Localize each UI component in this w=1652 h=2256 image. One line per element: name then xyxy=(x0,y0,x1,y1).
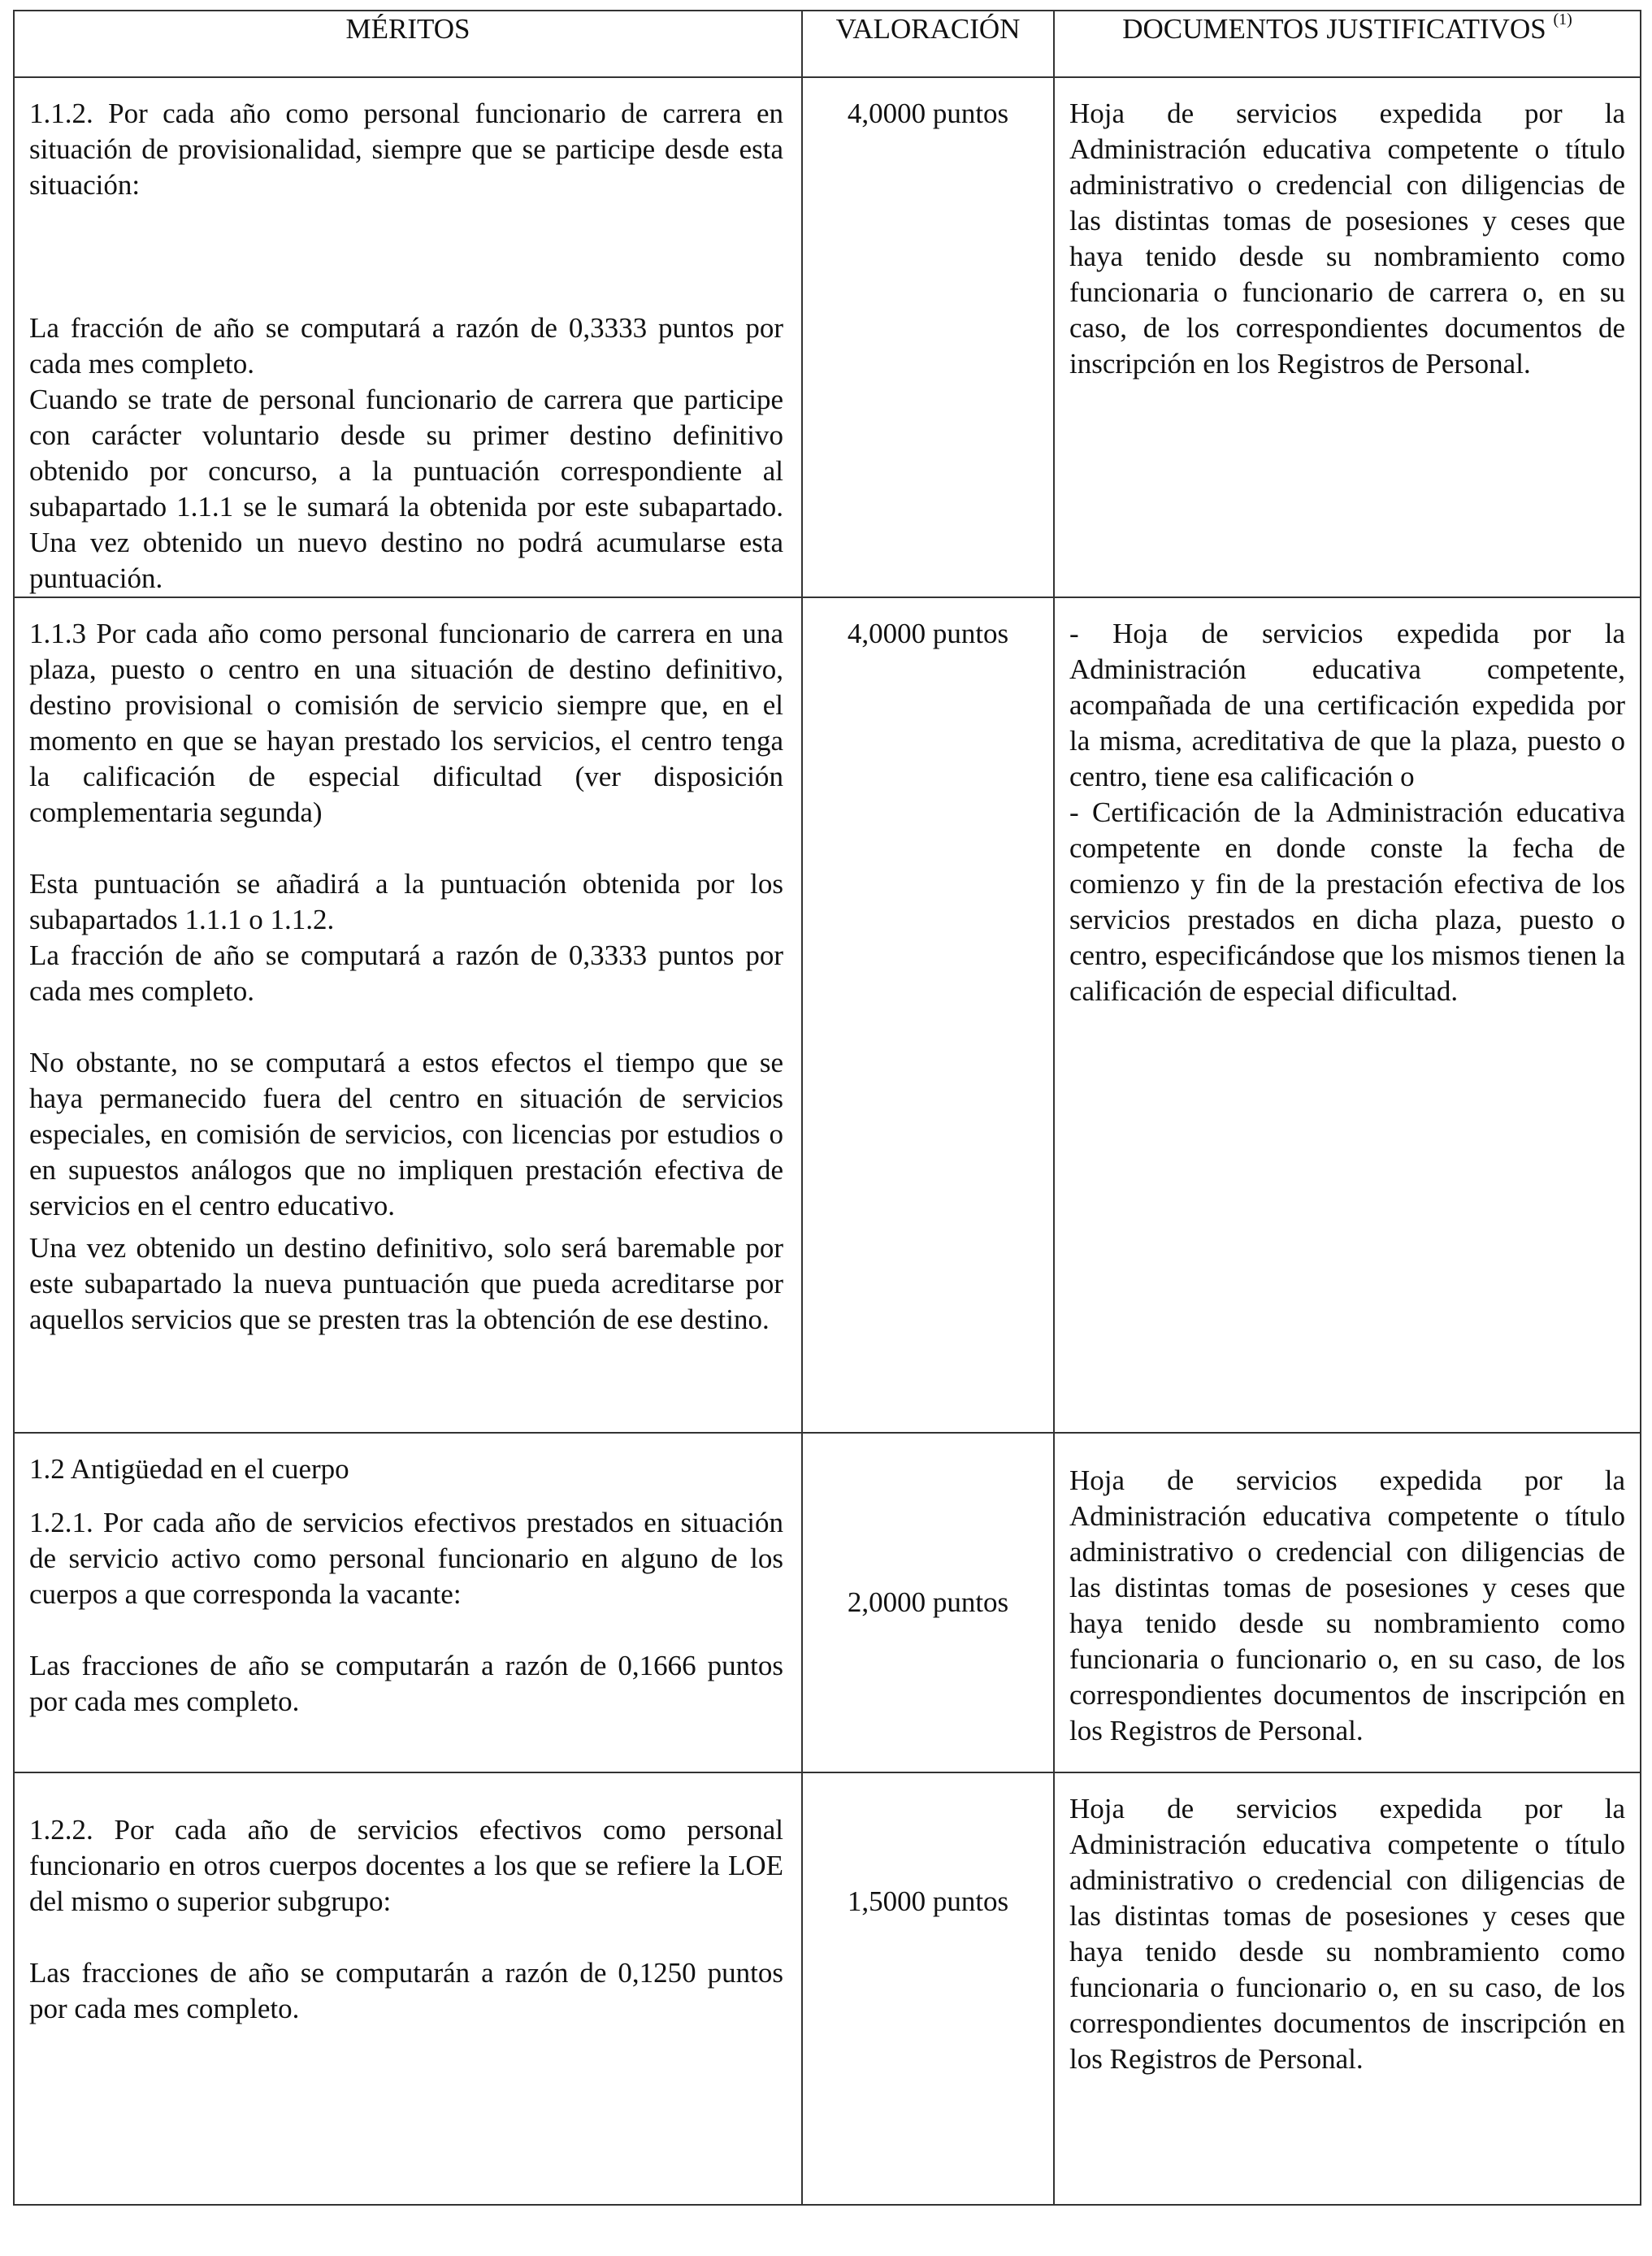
header-merits xyxy=(14,11,802,77)
merit-paragraph: Una vez obtenido un destino definitivo, solo será baremable por este subapartado la nueva puntuación que pueda acreditarse por aquellos servicios que se presten tras la obtención de ese destino. xyxy=(29,1232,783,1335)
merit-paragraph: La fracción de año se computará a razón de 0,3333 puntos por cada mes completo. xyxy=(29,312,783,380)
merit-title: 1.1.3 Por cada año como personal funcionario de carrera en una plaza, puesto o centro en una situación de destino definitivo, destino provisional o comisión de servicio siempre que, en el momento en que se hayan prestado los servicios, el centro tenga la calificación de especial dificultad (ver disposición complementaria segunda) xyxy=(29,618,783,828)
merit-cell-1-1-3 xyxy=(14,597,802,1433)
valuation-cell xyxy=(802,597,1054,1433)
section-title: 1.2 Antigüedad en el cuerpo xyxy=(29,1453,349,1485)
merit-paragraph: Esta puntuación se añadirá a la puntuación obtenida por los subapartados 1.1.1 o 1.1.2. xyxy=(29,868,783,935)
merit-paragraph: No obstante, no se computará a estos efectos el tiempo que se haya permanecido fuera del centro en situación de servicios especiales, en comisión de servicios, con licencias por estudios o en supuestos análogos que no impliquen prestación efectiva de servicios en el centro educativo. xyxy=(29,1047,783,1221)
merit-title: 1.2.2. Por cada año de servicios efectivos como personal funcionario en otros cuerpos docentes a los que se refiere la LOE del mismo o superior subgrupo: xyxy=(29,1814,783,1917)
table-row xyxy=(14,1772,1641,2205)
header-merits-label: MÉRITOS xyxy=(345,13,470,45)
documents-cell xyxy=(1054,1772,1641,2205)
valuation-cell xyxy=(802,1772,1054,2205)
merits-table xyxy=(13,10,1641,2206)
header-documents xyxy=(1054,11,1641,77)
header-documents-label: DOCUMENTOS JUSTIFICATIVOS xyxy=(1122,13,1546,45)
documents-text: Hoja de servicios expedida por la Administración educativa competente o título administrativo o credencial con diligencias de las distintas tomas de posesiones y ceses que haya tenido desde su nombramiento como funcionaria o funcionario o, en su caso, de los correspondientes documentos de inscripción en los Registros de Personal. xyxy=(1069,1464,1625,1746)
merit-paragraph: Las fracciones de año se computarán a razón de 0,1666 puntos por cada mes completo. xyxy=(29,1650,783,1717)
documents-cell xyxy=(1054,77,1641,597)
documents-cell xyxy=(1054,1433,1641,1772)
merit-cell-1-1-2 xyxy=(14,77,802,597)
footnote-marker: (1) xyxy=(1553,11,1572,29)
merit-title: 1.2.1. Por cada año de servicios efectivos prestados en situación de servicio activo como personal funcionario en alguno de los cuerpos a que corresponda la vacante: xyxy=(29,1507,783,1610)
documents-text: Hoja de servicios expedida por la Administración educativa competente o título administrativo o credencial con diligencias de las distintas tomas de posesiones y ceses que haya tenido desde su nombramiento como funcionaria o funcionario de carrera o, en su caso, de los correspondientes documentos de inscripción en los Registros de Personal. xyxy=(1069,98,1625,380)
documents-text: - Certificación de la Administración educativa competente en donde conste la fecha de comienzo y fin de la prestación efectiva de los servicios prestados en dicha plaza, puesto o centro, especificándose que los mismos tienen la calificación de especial dificultad. xyxy=(1069,796,1625,1007)
valuation-value: 4,0000 puntos xyxy=(847,98,1009,129)
merit-paragraph: La fracción de año se computará a razón de 0,3333 puntos por cada mes completo. xyxy=(29,939,783,1007)
valuation-value: 2,0000 puntos xyxy=(847,1586,1009,1618)
valuation-value: 4,0000 puntos xyxy=(847,618,1009,649)
table-row xyxy=(14,597,1641,1433)
documents-text: Hoja de servicios expedida por la Administración educativa competente o título administrativo o credencial con diligencias de las distintas tomas de posesiones y ceses que haya tenido desde su nombramiento como funcionaria o funcionario o, en su caso, de los correspondientes documentos de inscripción en los Registros de Personal. xyxy=(1069,1793,1625,2075)
valuation-cell xyxy=(802,77,1054,597)
merit-paragraph: Cuando se trate de personal funcionario de carrera que participe con carácter voluntario desde su primer destino definitivo obtenido por concurso, a la puntuación correspondiente al subapartado 1.1.1 se le sumará la obtenida por este subapartado. Una vez obtenido un nuevo destino no podrá acumularse esta puntuación. xyxy=(29,384,783,594)
table-row xyxy=(14,77,1641,597)
valuation-cell xyxy=(802,1433,1054,1772)
documents-cell xyxy=(1054,597,1641,1433)
merit-cell-1-2-2 xyxy=(14,1772,802,2205)
header-valuation-label: VALORACIÓN xyxy=(835,13,1021,45)
header-valuation xyxy=(802,11,1054,77)
table-header-row xyxy=(14,11,1641,77)
valuation-value: 1,5000 puntos xyxy=(847,1885,1009,1917)
documents-text: - Hoja de servicios expedida por la Administración educativa competente, acompañada de una certificación expedida por la misma, acreditativa de que la plaza, puesto o centro, tiene esa calificación o xyxy=(1069,618,1625,792)
merit-title: 1.1.2. Por cada año como personal funcionario de carrera en situación de provisionalidad, siempre que se participe desde esta situación: xyxy=(29,98,783,201)
merit-cell-1-2-1 xyxy=(14,1433,802,1772)
table-row xyxy=(14,1433,1641,1772)
merit-paragraph: Las fracciones de año se computarán a razón de 0,1250 puntos por cada mes completo. xyxy=(29,1957,783,2024)
